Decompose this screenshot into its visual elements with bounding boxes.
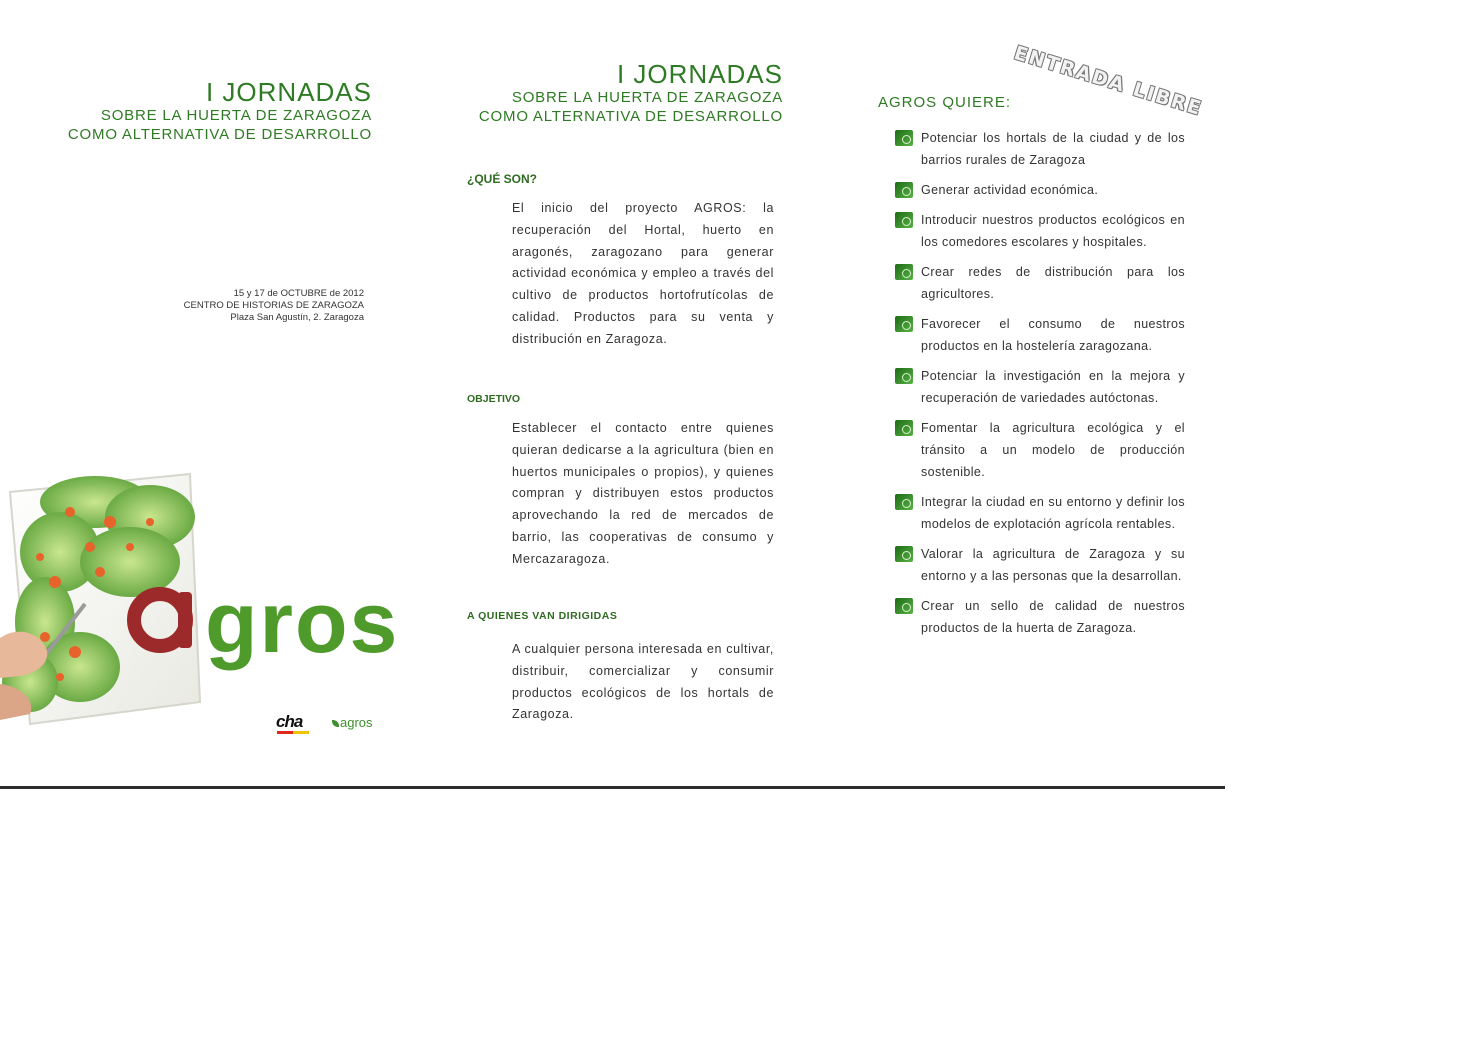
left-panel-title-block [68,78,372,144]
agros-bullet-icon [895,494,913,510]
section-text-a-quienes: A cualquier persona interesada en cultivar, distribuir, comercializar y consumir productos ecológicos de los hortals de Zaragoza. [512,642,774,722]
section-heading-objetivo: OBJETIVO [467,393,521,405]
list-item-text: Valorar la agricultura de Zaragoza y su entorno y a las personas que la desarrollan. [921,547,1185,583]
event-venue: CENTRO DE HISTORIAS DE ZARAGOZA [183,300,364,311]
agros-logo-text: agros [340,715,373,730]
left-subtitle-1: SOBRE LA HUERTA DE ZARAGOZA [100,107,372,124]
event-address: Plaza San Agustín, 2. Zaragoza [230,312,364,323]
middle-subtitle-1: SOBRE LA HUERTA DE ZARAGOZA [511,89,783,106]
list-item [895,261,1185,305]
list-item [895,179,1185,201]
middle-subtitle-2: COMO ALTERNATIVA DE DESARROLLO [478,108,783,125]
section-heading-a-quienes: A QUIENES VAN DIRIGIDAS [467,610,618,622]
agros-bullet-icon [895,368,913,384]
list-item-text: Favorecer el consumo de nuestros productos en la hostelería zaragozana. [921,317,1185,353]
list-item-text: Fomentar la agricultura ecológica y el tránsito a un modelo de producción sostenible. [921,421,1185,479]
agros-bullet-icon [895,316,913,332]
list-item [895,417,1185,483]
list-item [895,491,1185,535]
list-item [895,313,1185,357]
svg-text:gros: gros [205,575,400,671]
left-subtitle-2: COMO ALTERNATIVA DE DESARROLLO [67,126,372,143]
section-heading-que-son: ¿QUÉ SON? [467,172,538,186]
list-item [895,365,1185,409]
agros-leaf-icon [332,720,339,727]
list-item-text: Integrar la ciudad en su entorno y definir los modelos de explotación agrícola rentables. [921,495,1185,531]
list-item-text: Introducir nuestros productos ecológicos en los comedores escolares y hospitales. [921,213,1185,249]
left-title: I JORNADAS [205,77,372,107]
agros-bullet-icon [895,420,913,436]
agros-bullet-icon [895,212,913,228]
list-item-text: Potenciar los hortals de la ciudad y de los barrios rurales de Zaragoza [921,131,1185,167]
list-item [895,127,1185,171]
middle-panel-title-block [479,60,783,126]
agros-quiere-heading: AGROS QUIERE: [878,94,1012,111]
list-item-text: Crear redes de distribución para los agricultores. [921,265,1185,301]
list-item [895,595,1185,639]
list-item-text: Generar actividad económica. [921,183,1099,197]
event-date: 15 y 17 de OCTUBRE de 2012 [233,288,364,299]
agros-logo [332,715,373,730]
cha-logo-bar [277,731,309,734]
bottom-divider [0,786,1225,789]
partner-logos [276,712,376,736]
section-text-que-son: El inicio del proyecto AGROS: la recuperación del Hortal, huerto en aragonés, zaragozano para generar actividad económica y empleo a través del cultivo de productos hortofrutícolas de calidad. Productos para su venta y distribución en Zaragoza. [512,201,774,346]
list-item-text: Potenciar la investigación en la mejora y recuperación de variedades autóctonas. [921,369,1185,405]
section-text-objetivo: Establecer el contacto entre quienes quieran dedicarse a la agricultura (bien en huertos municipales o propios), y quienes compran y distribuyen estos productos aprovechando la red de mercados de barrio, las cooperativas de consumo y Mercazaragoza. [512,421,774,566]
agros-bullet-icon [895,130,913,146]
agros-bullet-icon [895,264,913,280]
salad-agros-image [0,462,400,740]
cha-logo: cha [276,712,303,731]
agros-bullet-icon [895,546,913,562]
list-item [895,209,1185,253]
list-item-text: Crear un sello de calidad de nuestros productos de la huerta de Zaragoza. [921,599,1185,635]
entrada-libre-stamp: ENTRADA LIBRE [1011,42,1206,121]
list-item [895,543,1185,587]
agros-bullet-icon [895,598,913,614]
event-details [184,288,364,324]
agros-goals-list [895,127,1185,647]
agros-bullet-icon [895,182,913,198]
middle-title: I JORNADAS [616,59,783,89]
